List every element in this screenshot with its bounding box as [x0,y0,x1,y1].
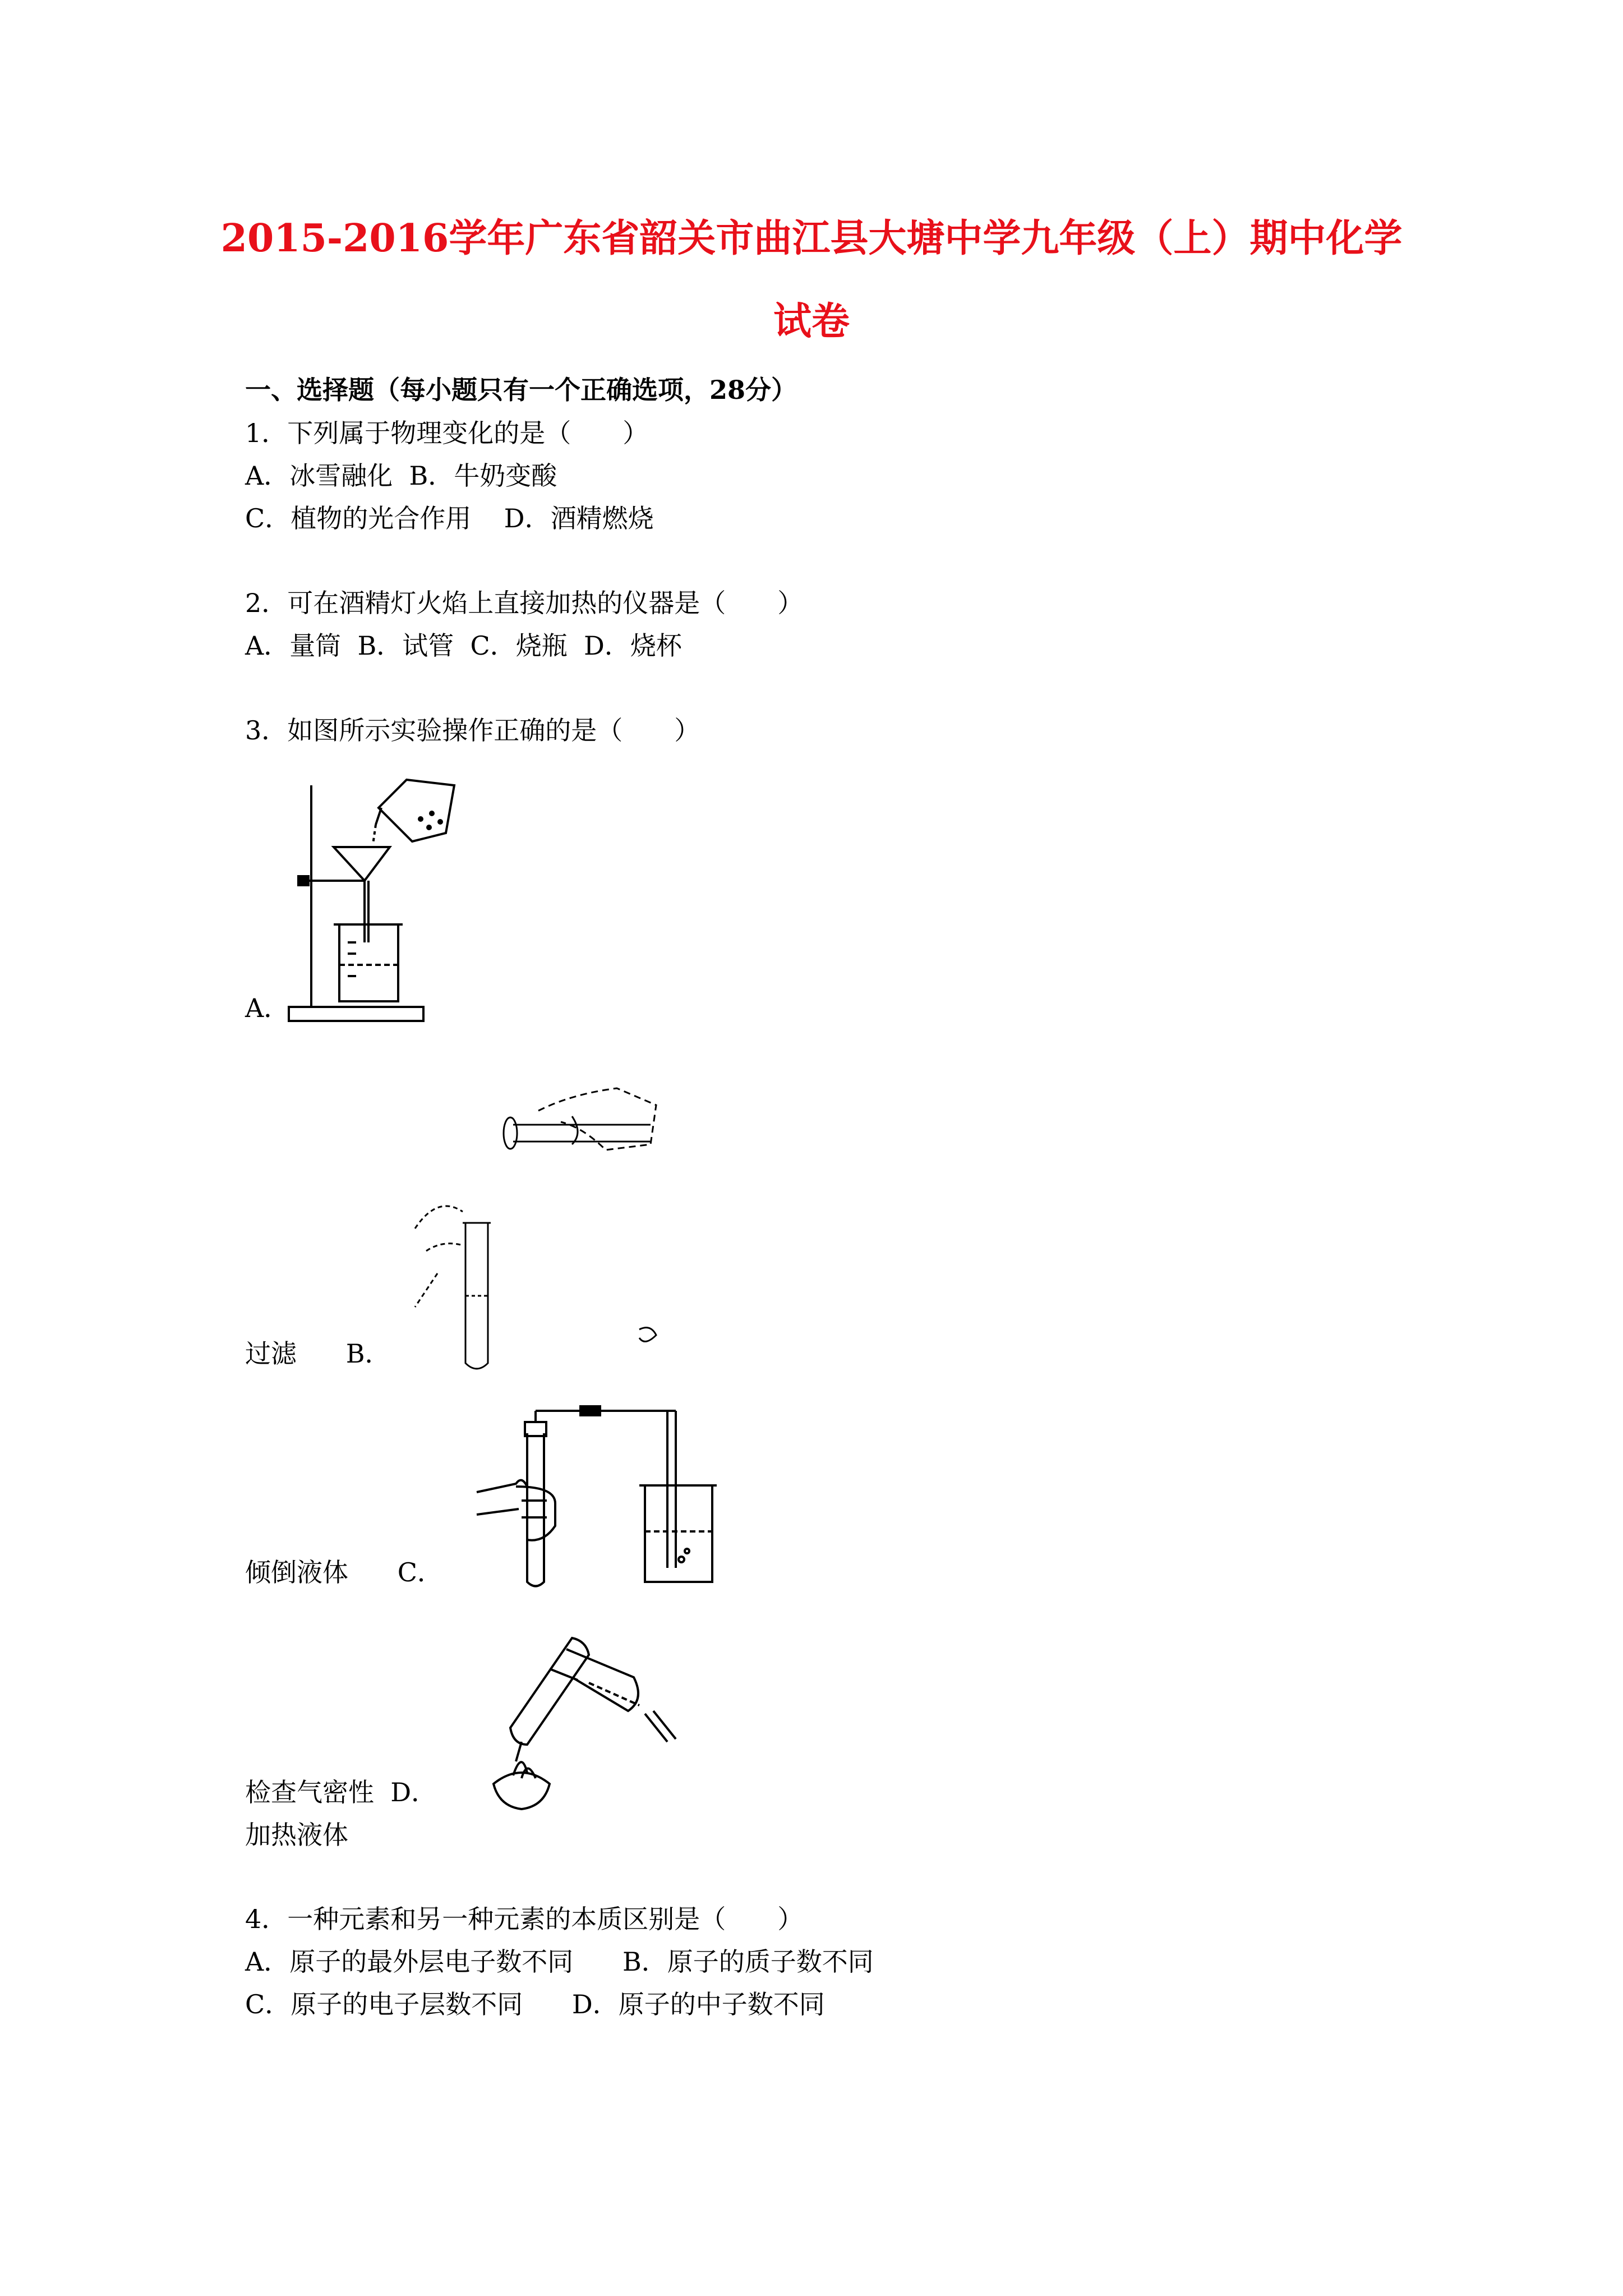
question-3-stem: 3．如图所示实验操作正确的是（ ） [245,715,700,746]
exam-title-line2: 试卷 [773,299,850,344]
question-1-options-line2: C．植物的光合作用 D．酒精燃烧 [245,503,654,533]
figure-heating-liquid [460,1616,684,1818]
figure-filtration [286,774,465,1027]
question-2-options: A．量筒 B．试管 C．烧瓶 D．烧杯 [245,631,682,661]
question-4-options-line1: A．原子的最外层电子数不同 B．原子的质子数不同 [245,1947,874,1977]
question-2-stem: 2．可在酒精灯火焰上直接加热的仪器是（ ） [245,588,804,618]
figure-label-c: 倾倒液体 C． [245,1557,443,1588]
exam-title-line1: 2015-2016学年广东省韶关市曲江县大塘中学九年级（上）期中化学 [220,216,1403,261]
figure-label-d-caption: 加热液体 [245,1820,348,1850]
question-1-stem: 1．下列属于物理变化的是（ ） [245,418,649,448]
figure-pouring-liquid [404,1083,673,1374]
question-4-options-line2: C．原子的电子层数不同 D．原子的中子数不同 [245,1989,825,2019]
question-1-options-line1: A．冰雪融化 B．牛奶变酸 [245,461,557,491]
figure-label-d: 检查气密性 D． [245,1777,437,1807]
figure-label-a: A． [245,993,290,1023]
figure-air-tightness [465,1402,735,1593]
figure-label-b: 过滤 B． [245,1338,391,1369]
question-4-stem: 4．一种元素和另一种元素的本质区别是（ ） [245,1904,804,1934]
section-heading: 一、选择题（每小题只有一个正确选项，28分） [245,375,797,405]
